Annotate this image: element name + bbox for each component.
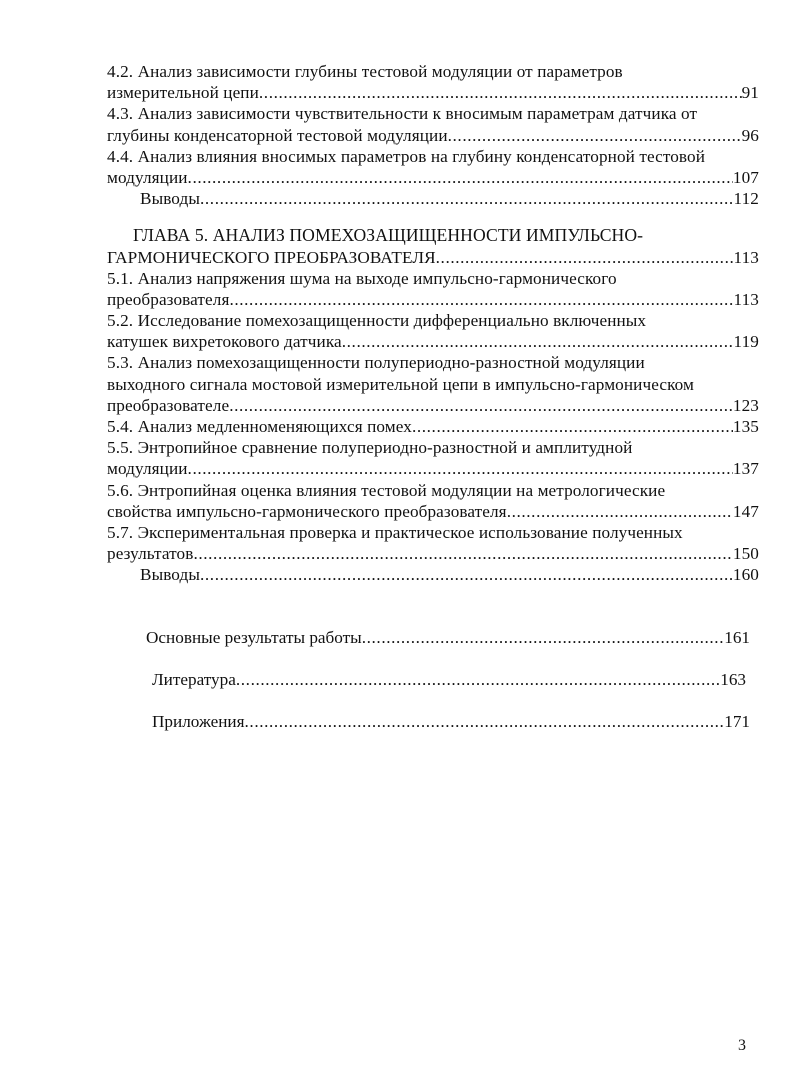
- toc-entry-main-results-page: 161: [724, 628, 750, 647]
- toc-entry-5-1-line2: [107, 289, 759, 310]
- table-of-contents: [107, 61, 759, 586]
- toc-entry-5-4: [107, 416, 759, 437]
- toc-entry-5-7-line1: 5.7. Экспериментальная проверка и практическое использование полученных: [107, 522, 683, 542]
- toc-entry-4-3-title: глубины конденсаторной тестовой модуляции: [107, 125, 448, 145]
- dot-leader: [229, 289, 733, 310]
- toc-entry-5-5-title: модуляции: [107, 459, 188, 479]
- dot-leader: [200, 188, 734, 209]
- chapter-5-heading-line1: ГЛАВА 5. АНАЛИЗ ПОМЕХОЗАЩИЩЕННОСТИ ИМПУЛЬСНО-: [133, 225, 644, 246]
- toc-entry-5-1-page: 113: [733, 289, 759, 309]
- toc-entry-ch5-conclusions-title: Выводы: [140, 565, 201, 585]
- toc-entry-5-3-line3: [107, 395, 759, 416]
- dot-leader: [193, 543, 732, 564]
- toc-entry-appendices-page: 171: [724, 712, 750, 731]
- toc-entry-4-3-page: 96: [741, 125, 759, 145]
- toc-entry-ch4-conclusions-page: 112: [733, 189, 759, 209]
- dot-leader: [448, 125, 742, 146]
- dot-leader: [200, 564, 733, 585]
- toc-entry-5-6-title: свойства импульсно-гармонического преобразователя: [107, 501, 507, 521]
- toc-entry-5-7-title: результатов: [107, 544, 194, 564]
- chapter-5-page: 113: [733, 247, 759, 267]
- toc-entry-5-5-line2: [107, 458, 759, 479]
- toc-entry-5-7-line2: [107, 543, 759, 564]
- toc-entry-4-3-line2: [107, 125, 759, 146]
- dot-leader: [245, 711, 725, 732]
- toc-entry-4-4-line2: [107, 167, 759, 188]
- toc-entry-5-2-page: 119: [733, 332, 759, 352]
- toc-entry-4-4-page: 107: [732, 167, 759, 187]
- toc-entry-5-3-line2: выходного сигнала мостовой измерительной цепи в импульсно-гармоническом: [107, 374, 695, 394]
- toc-entry-5-3-title: преобразователе: [107, 395, 230, 415]
- toc-entry-4-2-title: измерительной цепи: [107, 83, 259, 103]
- dot-leader: [259, 82, 742, 103]
- dot-leader: [188, 458, 733, 479]
- dot-leader: [362, 627, 724, 648]
- toc-entry-5-3-page: 123: [732, 395, 759, 415]
- dot-leader: [412, 416, 733, 437]
- toc-entry-ch4-conclusions-title: Выводы: [140, 189, 201, 209]
- toc-entry-ch4-conclusions: [107, 188, 759, 209]
- toc-entry-5-5-line1: 5.5. Энтропийное сравнение полупериодно-разностной и амплитудной: [107, 438, 633, 458]
- toc-entry-ch5-conclusions-page: 160: [732, 565, 759, 585]
- toc-entry-5-6-page: 147: [732, 501, 759, 521]
- dot-leader: [342, 331, 734, 352]
- toc-entry-4-2-page: 91: [741, 83, 759, 103]
- toc-entry-5-5-page: 137: [732, 459, 759, 479]
- toc-entry-literature-title: Литература: [152, 670, 236, 689]
- toc-entry-4-4-line1: 4.4. Анализ влияния вносимых параметров на глубину конденсаторной тестовой: [107, 146, 706, 166]
- toc-entry-5-2-line1: 5.2. Исследование помехозащищенности дифференциально включенных: [107, 311, 647, 331]
- dot-leader: [436, 247, 734, 268]
- page-number: 3: [738, 1037, 746, 1054]
- dot-leader: [236, 669, 720, 690]
- toc-entry-5-6-line1: 5.6. Энтропийная оценка влияния тестовой модуляции на метрологические: [107, 480, 666, 500]
- toc-entry-literature-page: 163: [720, 670, 746, 689]
- toc-entry-appendices-title: Приложения: [152, 712, 245, 731]
- toc-entry-4-2-line2: [107, 82, 759, 103]
- toc-entry-5-4-title: 5.4. Анализ медленноменяющихся помех: [107, 417, 412, 436]
- toc-entry-5-1-line1: 5.1. Анализ напряжения шума на выходе импульсно-гармонического: [107, 268, 617, 288]
- chapter-5-heading-line2: [107, 247, 759, 268]
- toc-entry-5-3-line1: 5.3. Анализ помехозащищенности полупериодно-разностной модуляции: [107, 353, 645, 373]
- toc-entry-main-results: [146, 627, 750, 648]
- dot-leader: [188, 167, 733, 188]
- toc-entry-5-1-title: преобразователя: [107, 289, 230, 309]
- toc-entry-4-2-line1: 4.2. Анализ зависимости глубины тестовой модуляции от параметров: [107, 62, 623, 81]
- toc-entry-4-4-title: модуляции: [107, 167, 188, 187]
- toc-entry-4-3-line1: 4.3. Анализ зависимости чувствительности к вносимым параметрам датчика от: [107, 104, 698, 124]
- dot-leader: [229, 395, 733, 416]
- toc-entry-5-2-line2: [107, 331, 759, 352]
- chapter-5-title: ГАРМОНИЧЕСКОГО ПРЕОБРАЗОВАТЕЛЯ: [107, 247, 436, 267]
- toc-entry-literature: [152, 669, 746, 690]
- toc-entry-5-4-page: 135: [732, 417, 759, 436]
- toc-entry-5-7-page: 150: [732, 544, 759, 564]
- dot-leader: [507, 501, 733, 522]
- toc-entry-appendices: [152, 711, 750, 732]
- toc-entry-main-results-title: Основные результаты работы: [146, 628, 362, 647]
- toc-entry-5-2-title: катушек вихретокового датчика: [107, 332, 342, 352]
- toc-entry-ch5-conclusions: [107, 564, 759, 585]
- toc-entry-5-6-line2: [107, 501, 759, 522]
